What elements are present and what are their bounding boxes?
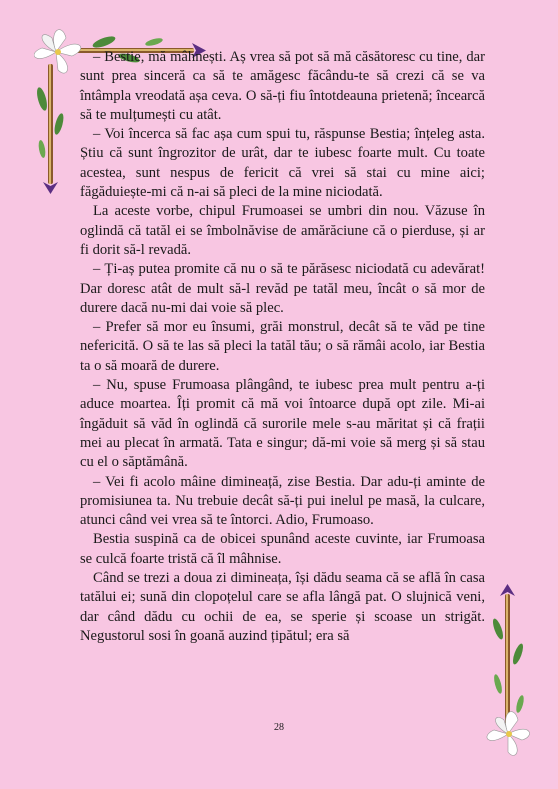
paragraph: – Bestie, mă mâhnești. Aș vrea să pot să mă căsătoresc cu tine, dar sunt prea sinceră ca să te amăgesc făcându-te să crezi că se va întâmpla vreodată așa ceva. O să-ți fiu întotdeauna prietenă; încearcă să te mulțumești cu atât. xyxy=(80,49,485,123)
paragraph: – Nu, spuse Frumoasa plângând, te iubesc prea mult pentru a-ți aduce moartea. Îți promit că mă voi întoarce după opt zile. Mi-ai îngăduit să văd în oglindă că surorile mele s-au măritat și că frații mei au plecat în armată. Tata e singur; dă-mi voie să merg și să stau cu el o săptămână. xyxy=(80,377,485,471)
paragraph: – Voi încerca să fac așa cum spui tu, răspunse Bestia; înțeleg asta. Știu că sunt îngrozitor de urât, dar te iubesc foarte mult. Cu toate acestea, sunt nespus de fericit că vrei să stai cu mine aici; făgăduiește-mi că n-ai să pleci de la mine niciodată. xyxy=(80,126,485,201)
page-number: 28 xyxy=(274,722,284,733)
paragraph: Bestia suspină ca de obicei spunând aceste cuvinte, iar Frumoasa se culcă foarte tristă că îl mâhnise. xyxy=(80,531,485,567)
paragraph: – Prefer să mor eu însumi, grăi monstrul, decât să te văd pe tine nefericită. O să te las să pleci la tatăl tău; o să rămâi acolo, iar Bestia ta o să moară de durere. xyxy=(80,319,485,374)
story-text xyxy=(80,48,485,646)
floral-corner-ornament-bottom-right xyxy=(478,584,538,764)
paragraph: – Ți-aș putea promite că nu o să te părăsesc niciodată cu adevărat! Dar doresc atât de mult să-l revăd pe tatăl meu, încât o să mor de durere dacă nu-mi dai voie să plec. xyxy=(80,261,485,316)
paragraph: Când se trezi a doua zi dimineața, își dădu seama că se află în casa tatălui ei; sună din clopoțelul care se afla lângă pat. O slujnică veni, dar când dădu cu ochii de ea, se sperie și scoase un strigăt. Negustorul sosi în goană auzind țipătul; era să xyxy=(80,570,485,644)
paragraph: – Vei fi acolo mâine dimineață, zise Bestia. Dar adu-ți aminte de promisiunea ta. Nu trebuie decât să-ți pui inelul pe masă, la culcare, atunci când vei vrea să te întorci. Adio, Frumoaso. xyxy=(80,473,485,529)
paragraph: La aceste vorbe, chipul Frumoasei se umbri din nou. Văzuse în oglindă că tatăl ei se îmbolnăvise de amărăciune că o pierduse, și ar fi dorit să-l revadă. xyxy=(80,203,485,258)
